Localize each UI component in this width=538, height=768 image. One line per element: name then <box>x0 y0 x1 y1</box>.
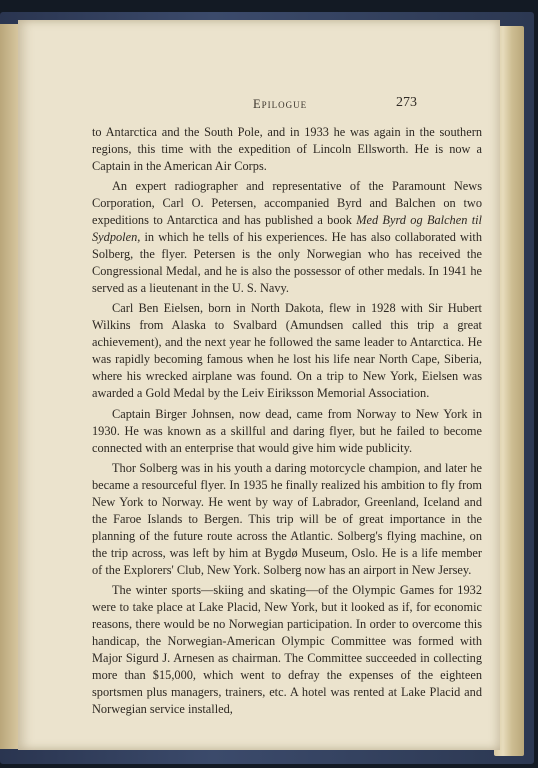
paragraph-2-after-title: in which he tells of his experiences. He has also collaborated with Solberg, the flyer. Petersen is the only Norwegian who has received the Congressional Medal, and he is also the possessor of other medals. In 1941 he served as a lieutenant in the U. S. Navy. <box>92 230 482 296</box>
paragraph-2-before-title: An expert radiographer and representative of the Paramount News Corporation, Carl O. Petersen, accompanied Byrd and Balchen on two expeditions to Antarctica and has published a book <box>92 179 482 228</box>
page-number: 273 <box>396 95 417 110</box>
paragraph-3: Carl Ben Eielsen, born in North Dakota, flew in 1928 with Sir Hubert Wilkins from Alaska to Svalbard (Amundsen called this trip a great achievement), and the next year he followed the same leader to Antarctica. He was rapidly becoming famous when he lost his life near North Cape, Siberia, where his wrecked airplane was found. On a trip to New York, Eielsen was awarded a Gold Medal by the Leiv Eiriksson Memorial Association. <box>92 301 482 401</box>
running-head <box>18 95 500 115</box>
paragraph-2 <box>92 178 482 297</box>
paragraph-5: Thor Solberg was in his youth a daring motorcycle champion, and later he became a resourceful flyer. In 1935 he finally realized his ambition to fly from New York to Norway. He went by way of Labrador, Greenland, Iceland and the Faroe Islands to Bergen. This trip will be of great importance in the planning of the future route across the Atlantic. Solberg's flying machine, on the trip across, was left by him at Bygdø Museum, Oslo. He is a life member of the Explorers' Club, New York. Solberg now has an airport in New Jersey. <box>92 460 482 577</box>
paragraph-1: to Antarctica and the South Pole, and in 1933 he was again in the southern regions, this time with the expedition of Lincoln Ellsworth. He is now a Captain in the American Air Corps. <box>92 125 482 174</box>
chapter-title: Epilogue <box>253 97 308 111</box>
paragraph-6: The winter sports—skiing and skating—of the Olympic Games for 1932 were to take place at Lake Placid, New York, but it looked as if, for economic reasons, there would be no Norwegian participation. In order to overcome this handicap, the Norwegian-American Olympic Committee was formed with Major Sigurd J. Arnesen as chairman. The Committee succeeded in collecting more than $15,000, which went to defray the expenses of the eighteen sportsmen plus managers, trainers, etc. A hotel was rented at Lake Placid and Norwegian service installed, <box>92 582 482 717</box>
book-title: Med Byrd og Balchen til Sydpolen, <box>92 213 482 245</box>
paragraph-4: Captain Birger Johnsen, now dead, came from Norway to New York in 1930. He was known as a skillful and daring flyer, but he failed to become connected with an enterprise that would give him wide publicity. <box>92 406 482 455</box>
body-text <box>92 124 482 721</box>
left-page-edge <box>0 24 20 749</box>
